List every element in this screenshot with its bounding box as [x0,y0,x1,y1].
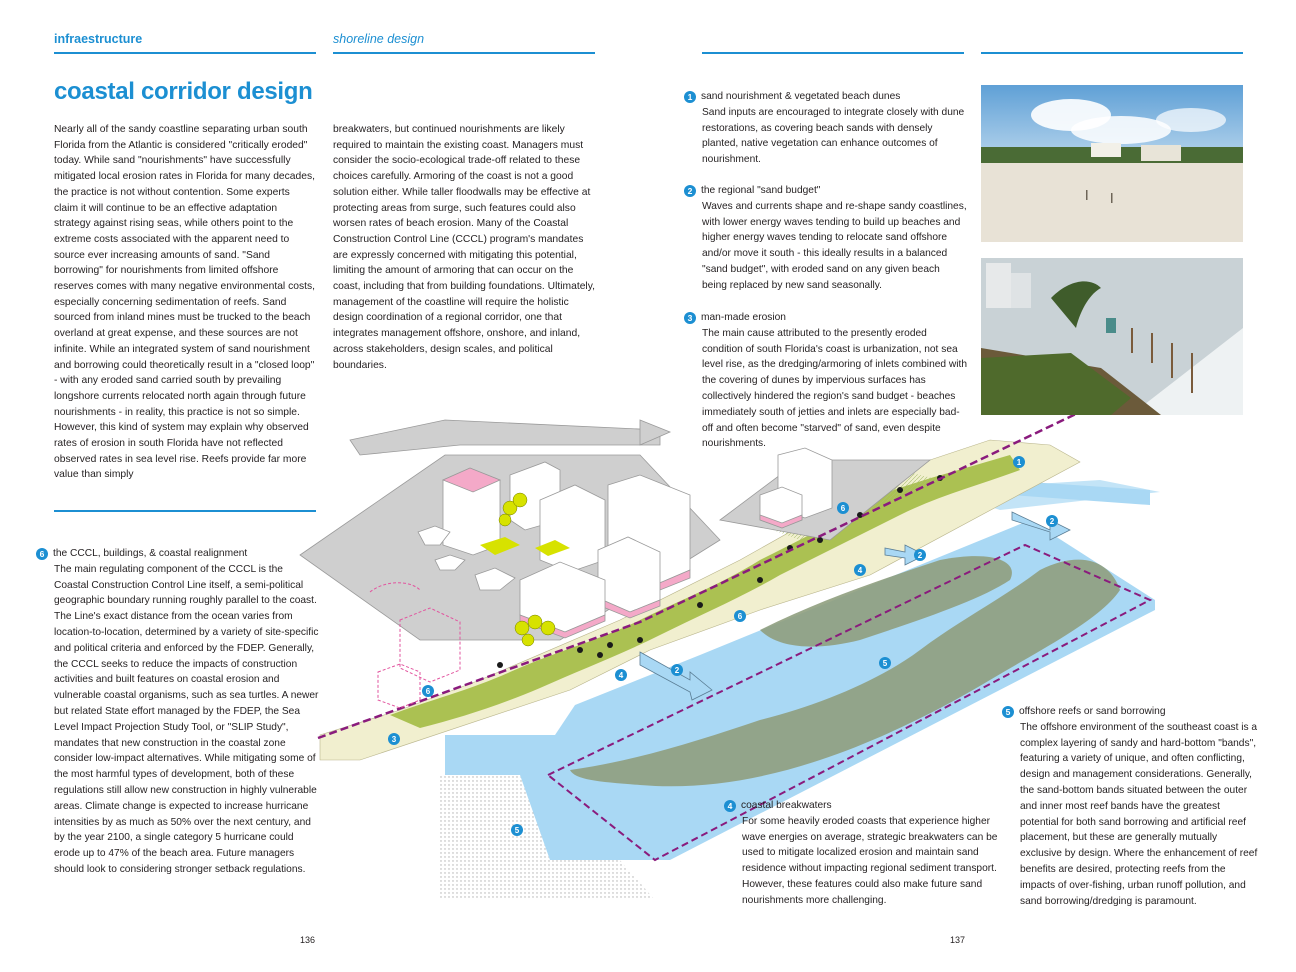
page-title: coastal corridor design [54,78,313,105]
marker-icon: 1 [684,91,696,103]
svg-text:4: 4 [857,566,863,575]
item-title: offshore reefs or sand borrowing [1019,706,1166,717]
item-text: The main regulating component of the CCCL is the Coastal Construction Control Line itself, a semi-political geographic boundary running roughly parallel to the coast. The Line's exact distance from the ocean varies from location-to-location, determined by a variety of site-specific and political criteria and enforced by the FDEP. Generally, the CCCL seeks to reduce the impacts of construction activities and built features on coastal erosion and vulnerable coastal organisms, such as sea turtles. A newer but related State effort managed by the FDEP, the Sea Level Impact Projection Study Tool, or "SLIP Study", mandates that new construction in the coastal zone consider low-impact alternatives. While mitigating some of the most harmful types of development, both of these regulations still allow new construction in highly vulnerable areas. Climate change is expected to increase hurricane intensities by as much as 50% over the next century, and by the year 2100, a single category 5 hurricane could erode up to 47% of the beach area. Future managers should look to considering stronger setback regulations. [54,563,319,875]
item-title: coastal breakwaters [741,800,832,811]
beach-photo-dunes [981,85,1243,242]
item-text: Sand inputs are encouraged to integrate closely with dune restorations, as covering beach sands with densely planted, native vegetation can enhance outcomes of nourishment. [702,106,965,166]
intro-column-2: breakwaters, but continued nourishments are likely required to maintain the existing coast. Managers must consider the socio-ecological trade-off related to these choices carefully. Armoring of the coast is not a good solution either. While taller floodwalls may be effective at protecting areas from surge, such features could also worsen rates of beach erosion. Many of the Coastal Construction Control Line (CCCL) program's mandates are expressly concerned with mitigating this potential, limiting the amount of armoring that can occur on the coast, including that from building foundations. Ultimately, management of the coastline will require the holistic design coordination of a regional corridor, one that integrates management offshore, onshore, and inland, across stakeholders, design scales, and political boundaries. [333,124,595,371]
marker-icon: 3 [684,312,696,324]
item-text: The main cause attributed to the presently eroded condition of south Florida's coast is urbanization, not sea level rise, as the dredging/armoring of inlets combined with the covering of dunes by impervious surfaces has collectively hindered the region's sand budget - beaches immediately south of jetties and inlets are especially bad-off and often become "starved" of sand, even despite nourishments. [702,327,968,450]
svg-text:2: 2 [917,551,923,560]
item-title: the CCCL, buildings, & coastal realignment [53,548,248,559]
item-title: the regional "sand budget" [701,185,821,196]
svg-text:5: 5 [514,826,520,835]
marker-icon: 6 [36,548,48,560]
svg-text:6: 6 [425,687,431,696]
beach-photo-erosion [981,258,1243,415]
svg-text:1: 1 [1016,458,1022,467]
svg-text:6: 6 [840,504,846,513]
svg-text:6: 6 [737,612,743,621]
item-text: The offshore environment of the southeast coast is a complex layering of sandy and hard-bottom "bands", featuring a variety of unique, and often conflicting, design and management considerations. Generally, the sand-bottom bands situated between the outer and inner most reef bands have the greatest potential for both sand borrowing and artificial reef placement, but these are generally mutually exclusive by design. Where the enhancement of reef benefits are desired, protecting reefs from the impacts of over-fishing, urban runoff pollution, and sand borrowing/dredging is paramount. [1020,721,1258,907]
item-text: Waves and currents shape and re-shape sandy coastlines, with lower energy waves tending to build up beaches and higher energy waves tending to relocate sand offshore and/or move it south - this ideally results in a balanced "sand budget", with eroded sand on any given beach being replaced by new sand seasonally. [702,200,967,291]
page-number-right: 137 [950,935,966,945]
item-title: man-made erosion [701,312,786,323]
item-3 [687,310,968,452]
svg-text:4: 4 [618,671,624,680]
page-number-left: 136 [300,935,316,945]
item-6 [39,546,320,878]
intro-column-1: Nearly all of the sandy coastline separating urban south Florida from the Atlantic is considered "critically eroded" today. While sand "nourishments" have successfully mitigated local erosion rates in Florida for many decades, the practice is not without contention. Some experts claim it will continue to be an effective adaptation strategy against rising seas, while others point to the extreme costs associated with the apparent need to source ever increasing amounts of sand. "Sand borrowing" for nourishments from limited offshore reserves comes with many negative environmental costs, especially concerning sedimentation of reefs. Sand sourced from inland mines must be trucked to the beach overland at great expense, and these sources are not infinite. While an integrated system of sand nourishment and borrowing could theoretically result in a "closed loop" - with any eroded sand carried south by prevailing longshore currents relocated north again through future nourishments - in reality, this practice is not so simple. However, this kind of system may explain why observed rates of erosion in south Florida have not reflected observed rates in sea level rise. Reefs provide far more value than simply [54,124,315,481]
marker-icon: 4 [724,800,736,812]
item-2 [687,183,967,294]
item-5 [1005,704,1260,909]
item-1 [687,89,967,168]
svg-text:2: 2 [674,666,680,675]
item-title: sand nourishment & vegetated beach dunes [701,91,901,102]
svg-text:3: 3 [391,735,397,744]
marker-icon: 2 [684,185,696,197]
svg-text:2: 2 [1049,517,1055,526]
road-strip [350,420,660,455]
item-text: For some heavily eroded coasts that experience higher wave energies on average, strategic breakwaters can be used to mitigate localized erosion and maintain sand residence without impacting regional sediment transport. However, these features could also make future sand nourishments more challenging. [742,815,998,906]
marker-icon: 5 [1002,706,1014,718]
item-4 [727,798,1014,909]
svg-text:5: 5 [882,659,888,668]
subsection-label: shoreline design [333,32,425,46]
section-label: infraestructure [54,32,143,46]
